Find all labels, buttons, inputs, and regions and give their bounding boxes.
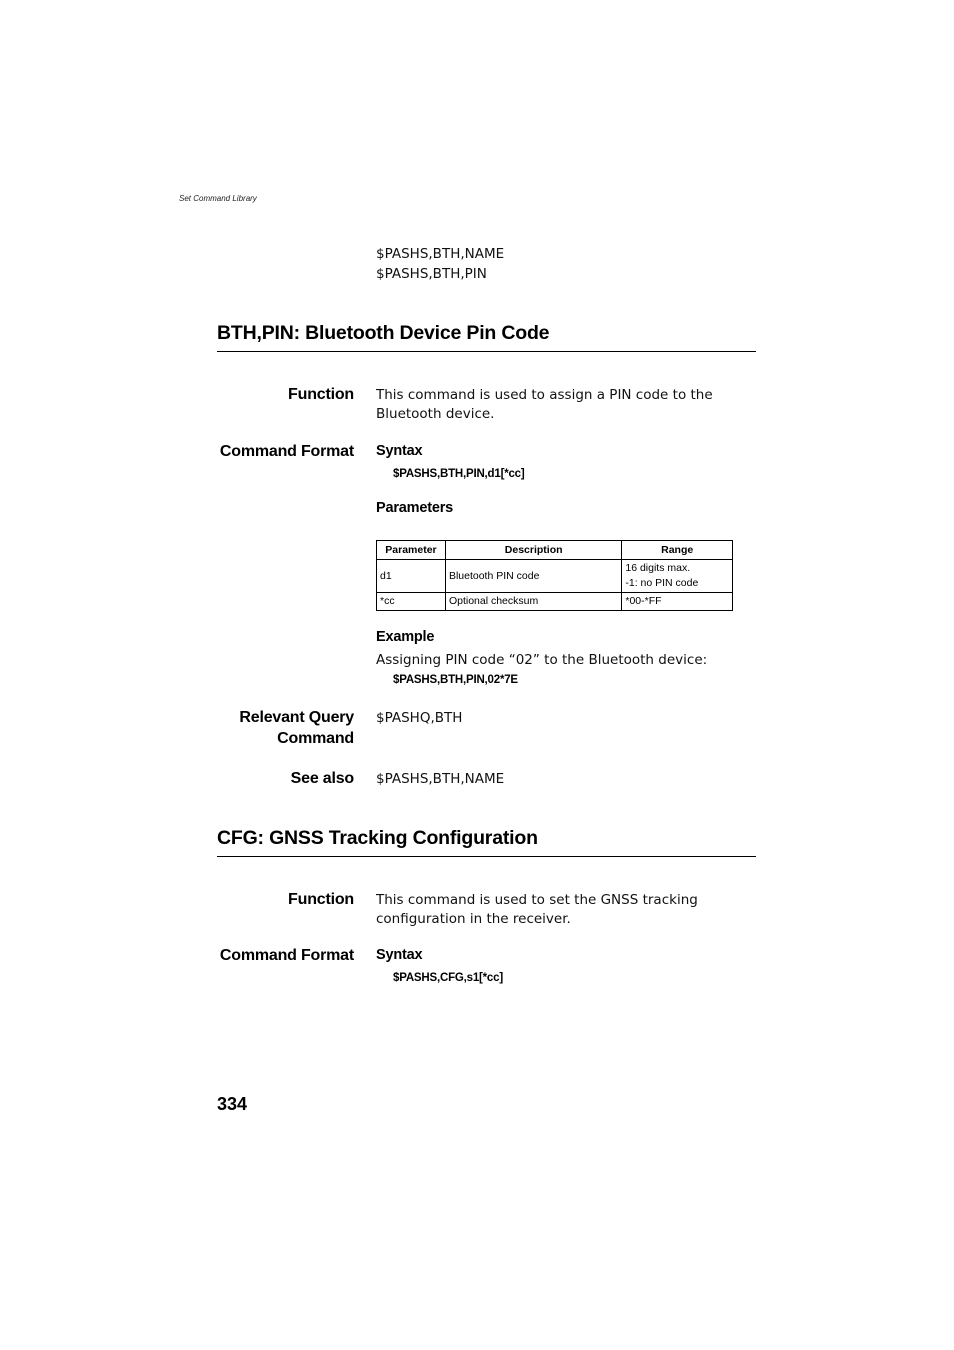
section-title-bth-pin: BTH,PIN: Bluetooth Device Pin Code: [217, 322, 550, 344]
command-format-label: Command Format: [219, 947, 354, 964]
parameters-table: [376, 540, 733, 611]
syntax-label: Syntax: [376, 947, 423, 963]
example-label: Example: [376, 629, 435, 645]
example-code: $PASHS,BTH,PIN,02*7E: [393, 674, 518, 686]
table-header-description: Description: [445, 541, 621, 560]
table-row: [377, 593, 733, 611]
table-header-range: Range: [622, 541, 733, 560]
table-cell-desc: Bluetooth PIN code: [445, 560, 621, 593]
running-head: Set Command Library: [179, 194, 257, 203]
function-text: This command is used to assign a PIN code to the Bluetooth device.: [376, 387, 713, 422]
table-cell-range: [622, 560, 733, 593]
table-cell-param: *cc: [377, 593, 446, 611]
example-text: Assigning PIN code “02” to the Bluetooth device:: [376, 652, 708, 668]
table-header-parameter: Parameter: [377, 541, 446, 560]
function-text: This command is used to set the GNSS tracking configuration in the receiver.: [376, 892, 698, 927]
function-label: Function: [288, 891, 354, 908]
table-row: [377, 560, 733, 593]
syntax-code: $PASHS,CFG,s1[*cc]: [393, 972, 503, 984]
see-also-label: See also: [290, 770, 354, 787]
syntax-code: $PASHS,BTH,PIN,d1[*cc]: [393, 468, 525, 480]
table-header-row: [377, 541, 733, 560]
range-line: -1: no PIN code: [625, 577, 699, 589]
section-title-cfg: CFG: GNSS Tracking Configuration: [217, 827, 538, 849]
function-label: Function: [288, 386, 354, 403]
command-format-label: Command Format: [219, 443, 354, 460]
syntax-label: Syntax: [376, 443, 423, 459]
intro-line-2: $PASHS,BTH,PIN: [376, 266, 487, 282]
relevant-query-label: [239, 707, 354, 749]
intro-line-1: $PASHS,BTH,NAME: [376, 246, 505, 262]
range-line: 16 digits max.: [625, 562, 691, 574]
table-cell-desc: Optional checksum: [445, 593, 621, 611]
relevant-query-label-line: Relevant Query: [239, 709, 354, 726]
relevant-query-value: $PASHQ,BTH: [376, 710, 463, 726]
relevant-query-label-line: Command: [277, 730, 354, 747]
section-rule: [217, 856, 756, 857]
section-rule: [217, 351, 756, 352]
table-cell-param: d1: [377, 560, 446, 593]
see-also-value: $PASHS,BTH,NAME: [376, 771, 505, 787]
page-number: 334: [217, 1094, 248, 1114]
parameters-label: Parameters: [376, 500, 453, 516]
table-cell-range: *00-*FF: [622, 593, 733, 611]
